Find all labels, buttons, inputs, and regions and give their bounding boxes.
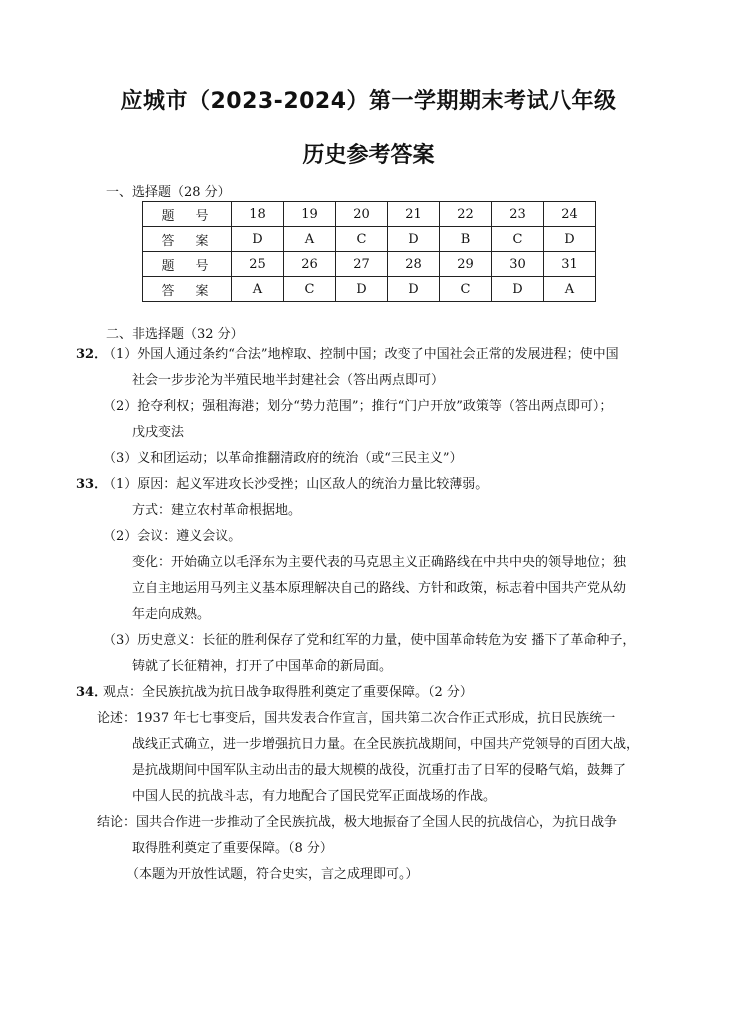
answer-line: 取得胜利奠定了重要保障。（8 分） [132, 841, 333, 856]
table-cell: 18 [232, 202, 284, 227]
answer-line: 中国人民的抗战斗志，有力地配合了国民党军正面战场的作战。 [132, 789, 497, 804]
answer-line: （2）会议：遵义会议。 [103, 529, 242, 544]
table-cell: 31 [544, 252, 596, 277]
answer-line: 战线正式确立，进一步增强抗日力量。在全民族抗战期间，中国共产党领导的百团大战， [132, 737, 640, 752]
answer-line: 铸就了长征精神，打开了中国革命的新局面。 [132, 659, 393, 674]
row-label: 答 案 [143, 227, 232, 252]
answer-line: （1）原因：起义军进攻长沙受挫；山区敌人的统治力量比较薄弱。 [103, 477, 489, 492]
answer-line: 立自主地运用马列主义基本原理解决自己的路线、方针和政策，标志着中国共产党从幼 [132, 581, 627, 596]
question-number: 32． [76, 347, 108, 362]
answer-line: 论述：1937 年七七事变后，国共发表合作宣言，国共第二次合作正式形成，抗日民族统一 [97, 711, 616, 726]
table-cell: 21 [388, 202, 440, 227]
table-cell: 26 [284, 252, 336, 277]
table-cell: C [284, 277, 336, 302]
table-cell: A [232, 277, 284, 302]
table-cell: 29 [440, 252, 492, 277]
answer-line: （1）外国人通过条约“合法”地榨取、控制中国；改变了中国社会正常的发展进程；使中国 [103, 347, 619, 362]
answer-note: （本题为开放性试题，符合史实，言之成理即可。） [126, 867, 419, 882]
question-number: 33． [76, 477, 108, 492]
exam-subtitle: 历史参考答案 [302, 143, 435, 168]
table-cell: D [336, 277, 388, 302]
table-cell: D [388, 227, 440, 252]
answer-line: 社会一步步沦为半殖民地半封建社会（答出两点即可） [132, 373, 445, 388]
table-cell: 24 [544, 202, 596, 227]
table-cell: 28 [388, 252, 440, 277]
answer-line: （3）义和团运动；以革命推翻清政府的统治（或“三民主义”） [103, 451, 463, 466]
answer-line: （2）抢夺利权；强租海港；划分“势力范围”；推行“门户开放”政策等（答出两点即可）； [103, 399, 613, 414]
table-cell: A [284, 227, 336, 252]
table-cell: D [492, 277, 544, 302]
table-row [143, 227, 596, 252]
table-row [143, 202, 596, 227]
table-cell: C [492, 227, 544, 252]
question-number: 34． [76, 685, 108, 700]
row-label: 答 案 [143, 277, 232, 302]
table-cell: 19 [284, 202, 336, 227]
table-cell: C [440, 277, 492, 302]
table-cell: 30 [492, 252, 544, 277]
row-label: 题 号 [143, 252, 232, 277]
row-label: 题 号 [143, 202, 232, 227]
table-row [143, 277, 596, 302]
table-cell: 22 [440, 202, 492, 227]
table-cell: 23 [492, 202, 544, 227]
answer-line: 方式：建立农村革命根据地。 [132, 503, 302, 518]
exam-title: 应城市（2023-2024）第一学期期末考试八年级 [120, 89, 617, 114]
section1-heading: 一、选择题（28 分） [106, 185, 231, 200]
answer-line: （3）历史意义：长征的胜利保存了党和红军的力量，使中国革命转危为安 播下了革命种子， [103, 633, 636, 648]
answer-line: 是抗战期间中国军队主动出击的最大规模的战役，沉重打击了日军的侵略气焰，鼓舞了 [132, 763, 627, 778]
table-cell: 25 [232, 252, 284, 277]
answer-line: 年走向成熟。 [132, 607, 211, 622]
answer-line: 变化：开始确立以毛泽东为主要代表的马克思主义正确路线在中共中央的领导地位；独 [132, 555, 627, 570]
table-cell: A [544, 277, 596, 302]
table-cell: D [388, 277, 440, 302]
answer-line: 观点：全民族抗战为抗日战争取得胜利奠定了重要保障。（2 分） [103, 685, 473, 700]
table-cell: 20 [336, 202, 388, 227]
table-cell: C [336, 227, 388, 252]
section2-heading: 二、非选择题（32 分） [106, 327, 244, 342]
table-cell: D [544, 227, 596, 252]
table-cell: D [232, 227, 284, 252]
answer-table [142, 201, 596, 302]
table-row [143, 252, 596, 277]
answer-line: 结论：国共合作进一步推动了全民族抗战，极大地振奋了全国人民的抗战信心，为抗日战争 [97, 815, 618, 830]
answer-line: 戊戌变法 [132, 425, 185, 440]
table-cell: B [440, 227, 492, 252]
table-cell: 27 [336, 252, 388, 277]
